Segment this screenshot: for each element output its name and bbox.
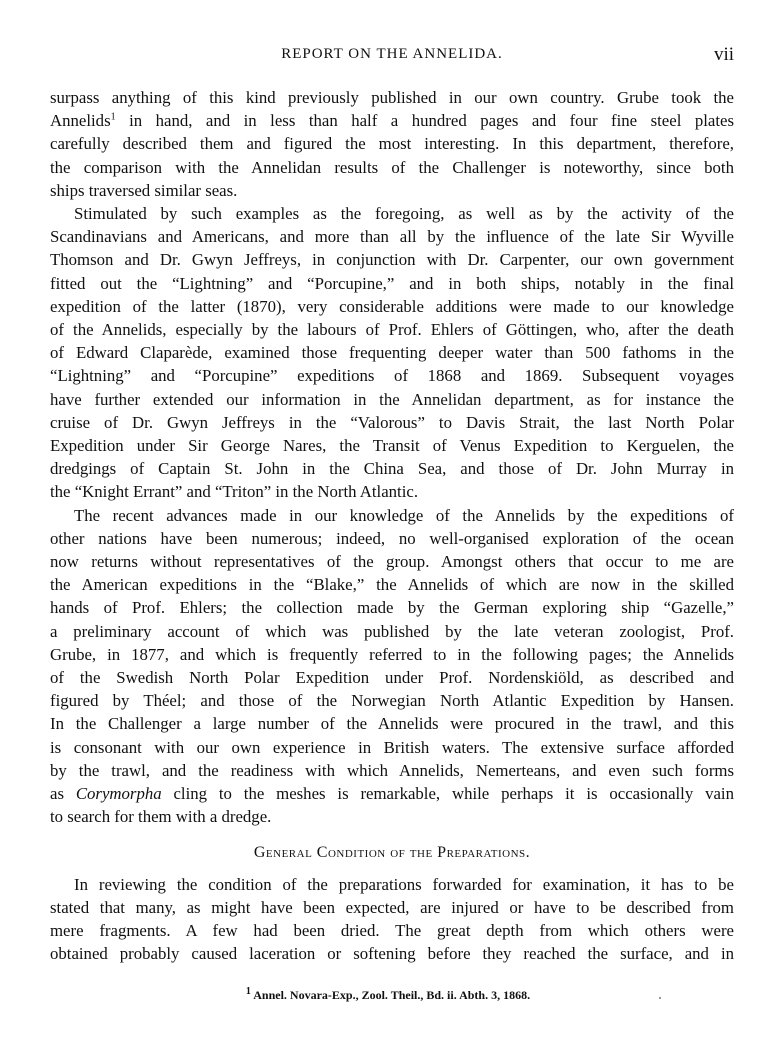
footnote [0,988,776,1003]
running-title: REPORT ON THE ANNELIDA. [281,46,503,62]
page-number: vii [713,44,734,65]
text-line: Grube, in 1877, and which is frequently referred to in the following pages; the Annelids [50,644,734,664]
footnote-ref: 1 [110,111,116,123]
paragraph-3 [50,504,734,829]
text-line: the comparison with the Annelidan results of the Challenger is noteworthy, since both [50,157,734,177]
text-line: now returns without representatives of the group. Amongst others that occur to me are [50,552,734,572]
body-text [50,86,734,965]
text-line: of Edward Claparède, examined those frequenting deeper water than 500 fathoms in the [50,343,734,363]
text-line: cruise of Dr. Gwyn Jeffreys in the “Valorous” to Davis Strait, the last North Polar [50,412,734,432]
section-heading: General Condition of the Preparations. [253,843,531,861]
text-fragment: Annelids [50,111,111,131]
paragraph-2 [50,202,734,504]
text-line: the “Knight Errant” and “Triton” in the North Atlantic. [50,482,419,502]
speck [659,997,661,999]
text-line: mere fragments. A few had been dried. The great depth from which others were [50,920,734,940]
text-line: have further extended our information in the Annelidan department, as for instance the [50,389,734,409]
text-line: stated that many, as might have been expected, are injured or have to be described from [50,897,734,917]
text-fragment: cling to the meshes is remarkable, while perhaps it is occasionally vain [173,784,734,804]
text-line: of the Swedish North Polar Expedition under Prof. Nordenskiöld, as described and [50,668,734,688]
text-line: a preliminary account of which was published by the late veteran zoologist, Prof. [50,621,734,641]
paragraph-1 [50,86,734,202]
running-header [50,44,734,68]
footnote-text: Annel. Novara-Exp., Zool. Theil., Bd. ii. Abth. 3, 1868. [253,988,531,1002]
text-line: carefully described them and figured the most interesting. In this department, therefore, [50,134,734,154]
text-line: The recent advances made in our knowledge of the Annelids by the expeditions of [74,505,734,525]
text-line: of the Annelids, especially by the labours of Prof. Ehlers of Göttingen, who, after the death [50,320,734,340]
text-fragment: as [50,784,64,804]
text-line: fitted out the “Lightning” and “Porcupine,” and in both ships, notably in the final [50,273,734,293]
text-line [50,782,734,805]
text-line: In the Challenger a large number of the Annelids were procured in the trawl, and this [50,714,734,734]
text-line: hands of Prof. Ehlers; the collection made by the German exploring ship “Gazelle,” [50,598,734,618]
text-line: Thomson and Dr. Gwyn Jeffreys, in conjunction with Dr. Carpenter, our own government [50,250,734,270]
text-line: In reviewing the condition of the preparations forwarded for examination, it has to be [74,874,734,894]
text-line: “Lightning” and “Porcupine” expeditions of 1868 and 1869. Subsequent voyages [50,366,734,386]
text-line: by the trawl, and the readiness with which Annelids, Nemerteans, and even such forms [50,760,734,780]
text-line: dredgings of Captain St. John in the China Sea, and those of Dr. John Murray in [50,459,734,479]
text-line: obtained probably caused laceration or softening before they reached the surface, and in [50,944,734,964]
paragraph-4 [50,873,734,966]
text-line: other nations have been numerous; indeed, no well-organised exploration of the ocean [50,528,734,548]
text-line [50,109,734,132]
text-line: Scandinavians and Americans, and more than all by the influence of the late Sir Wyville [50,227,734,247]
text-line: to search for them with a dredge. [50,807,272,827]
genus-name: Corymorpha [75,784,162,804]
text-line: expedition of the latter (1870), very considerable additions were made to our knowledge [50,296,734,316]
text-line: ships traversed similar seas. [50,180,238,200]
text-fragment: in hand, and in less than half a hundred pages and four fine steel plates [129,111,734,131]
text-line: Expedition under Sir George Nares, the Transit of Venus Expedition to Kerguelen, the [50,436,734,456]
text-line: the American expeditions in the “Blake,” the Annelids of which are now in the skilled [50,575,734,595]
text-line: surpass anything of this kind previously published in our own country. Grube took the [50,88,734,107]
text-line: Stimulated by such examples as the foregoing, as well as by the activity of the [74,204,734,224]
text-line: is consonant with our own experience in British waters. The extensive surface afforded [50,737,734,757]
footnote-marker: 1 [245,986,251,997]
text-line: figured by Théel; and those of the Norwegian North Atlantic Expedition by Hansen. [50,691,734,711]
